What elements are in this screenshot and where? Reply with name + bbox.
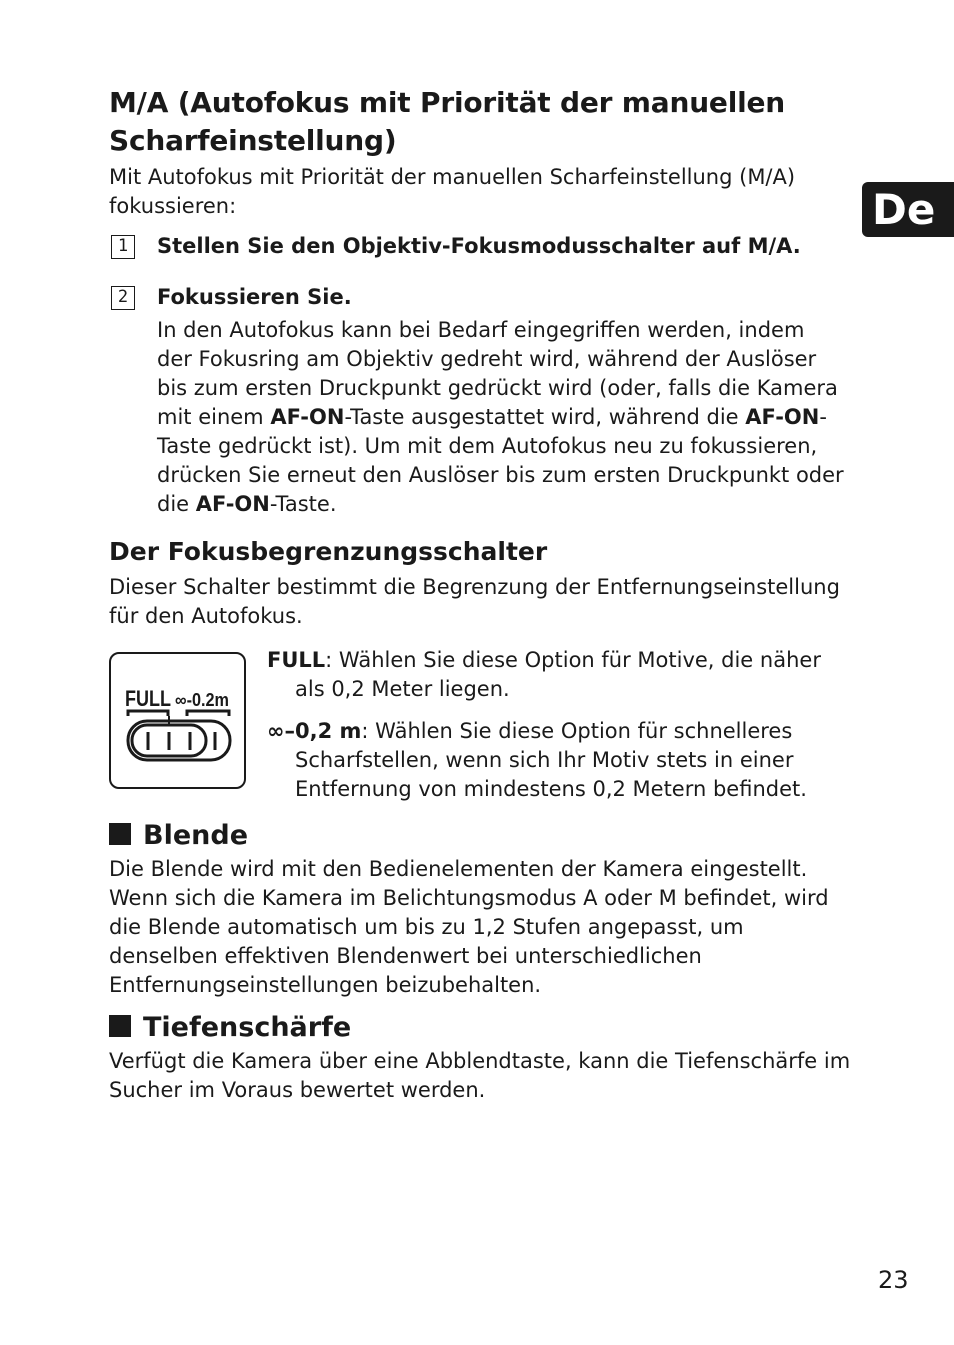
- limiter-intro: [109, 573, 854, 631]
- ma-intro: [109, 163, 849, 221]
- text-run: -Taste ausgestattet wird, während die: [344, 405, 746, 429]
- tiefe-line: Verfügt die Kamera über eine Abblendtaste, kann die Tiefenschärfe im: [109, 1049, 851, 1073]
- step-2-line: der Fokusring am Objektiv gedreht wird, während der Auslöser: [157, 347, 817, 371]
- blende-line: denselben effektiven Blendenwert bei unterschiedlichen: [109, 944, 702, 968]
- option-range-symbol: ∞–: [267, 719, 295, 743]
- option-range-key: 0,2 m: [295, 719, 362, 743]
- full-bracket: [128, 711, 168, 716]
- af-on-label: AF-ON: [195, 492, 270, 516]
- step-2-line: bis zum ersten Druckpunkt gedrückt wird (oder, falls die Kamera: [157, 376, 838, 400]
- text-run: die: [157, 492, 196, 516]
- blende-title-text: Blende: [143, 820, 249, 851]
- af-on-label: AF-ON: [270, 405, 345, 429]
- section-square-icon: [109, 823, 131, 845]
- option-range-line-3: Entfernung von mindestens 0,2 Metern befindet.: [295, 777, 807, 801]
- tiefe-line: Sucher im Voraus bewertet werden.: [109, 1078, 486, 1102]
- step-2-line: [157, 490, 857, 519]
- ma-intro-line-2: fokussieren:: [109, 194, 237, 218]
- blende-section-title: [109, 820, 248, 852]
- step-2-line: In den Autofokus kann bei Bedarf eingegriffen werden, indem: [157, 318, 805, 342]
- option-range-line-2: Scharfstellen, wenn sich Ihr Motiv stets in einer: [295, 748, 794, 772]
- step-2-title: Fokussieren Sie.: [157, 285, 352, 309]
- limiter-intro-line-2: für den Autofokus.: [109, 604, 303, 628]
- tiefe-title-text: Tiefenschärfe: [143, 1012, 352, 1043]
- af-on-label: AF-ON: [745, 405, 820, 429]
- text-run: mit einem: [157, 405, 271, 429]
- text-run: : Wählen Sie diese Option für schnelleres: [361, 719, 793, 743]
- focus-limiter-switch-illustration: [109, 652, 246, 789]
- blende-line: Die Blende wird mit den Bedienelementen der Kamera eingestellt.: [109, 857, 808, 881]
- blende-body: [109, 855, 854, 1000]
- option-full-line-1: [267, 646, 847, 675]
- switch-label-range: ∞-0.2m: [175, 690, 229, 710]
- step-1-text: Stellen Sie den Objektiv-Fokusmodusschalter auf M/A.: [157, 234, 801, 258]
- text-run: : Wählen Sie diese Option für Motive, die näher: [325, 648, 821, 672]
- step-2-description: [157, 316, 857, 519]
- ma-title-line-1: M/A (Autofokus mit Priorität der manuellen: [109, 86, 786, 119]
- blende-line: die Blende automatisch um bis zu 1,2 Stufen angepasst, um: [109, 915, 744, 939]
- step-2-line: [157, 403, 857, 432]
- option-full-line-2: als 0,2 Meter liegen.: [295, 677, 510, 701]
- tiefe-body: [109, 1047, 854, 1105]
- text-run: -Taste.: [269, 492, 337, 516]
- section-square-icon: [109, 1015, 131, 1037]
- option-full: [267, 646, 847, 704]
- text-run: -: [819, 405, 827, 429]
- tiefe-section-title: [109, 1012, 351, 1044]
- step-2-line: drücken Sie erneut den Auslöser bis zum ersten Druckpunkt oder: [157, 463, 844, 487]
- limiter-intro-line-1: Dieser Schalter bestimmt die Begrenzung der Entfernungseinstellung: [109, 575, 840, 599]
- switch-label-full: FULL: [125, 686, 171, 711]
- option-range-line-1: [267, 717, 847, 746]
- language-tab: De: [862, 182, 954, 237]
- step-2-number: 2: [111, 286, 135, 310]
- limiter-section-title: Der Fokusbegrenzungsschalter: [109, 537, 548, 566]
- ma-section-title: [109, 84, 829, 160]
- ma-intro-line-1: Mit Autofokus mit Priorität der manuellen Scharfeinstellung (M/A): [109, 165, 796, 189]
- page-number: 23: [878, 1266, 909, 1294]
- step-1-number: 1: [111, 235, 135, 259]
- option-range: [267, 717, 847, 804]
- blende-line: Wenn sich die Kamera im Belichtungsmodus A oder M befindet, wird: [109, 886, 829, 910]
- range-bracket: [187, 711, 229, 716]
- option-full-key: FULL: [267, 648, 326, 672]
- focus-limiter-switch-icon: [111, 654, 244, 787]
- ma-title-line-2: Scharfeinstellung): [109, 124, 397, 157]
- step-2-line: Taste gedrückt ist). Um mit dem Autofokus neu zu fokussieren,: [157, 434, 818, 458]
- blende-line: Entfernungseinstellungen beizubehalten.: [109, 973, 542, 997]
